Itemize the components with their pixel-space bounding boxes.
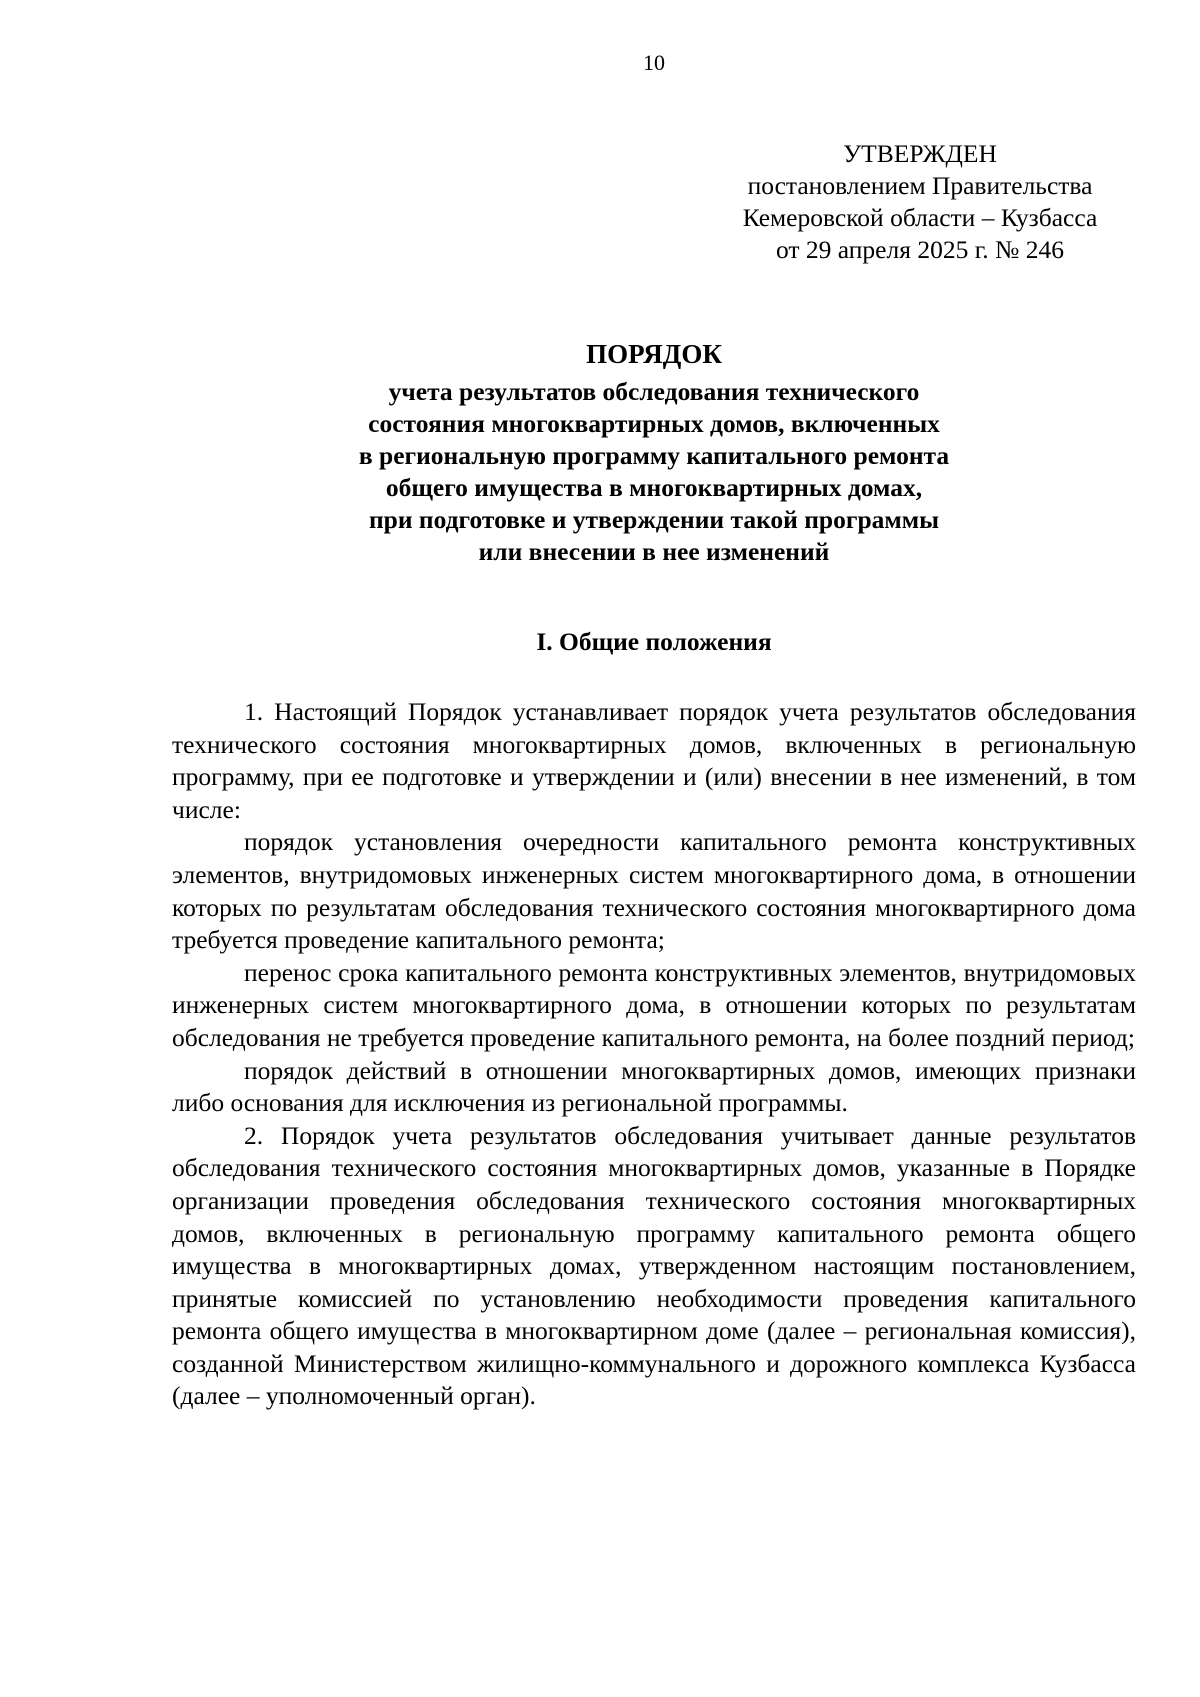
document-title: [0, 334, 1200, 568]
paragraph-item-queue: порядок установления очередности капитального ремонта конструктивных элементов, внутридомовых инженерных систем многоквартирного дома, в отношении которых по результатам обследования технического состояния многоквартирного дома требуется проведение капитального ремонта;: [172, 827, 1136, 955]
document-title-line: при подготовке и утверждении такой программы: [368, 505, 940, 534]
document-title-line: или внесении в нее изменений: [478, 537, 830, 566]
approval-region: Кемеровской области – Кузбасса: [742, 203, 1098, 232]
document-title-line: общего имущества в многоквартирных домах,: [385, 473, 923, 502]
paragraph-2: 2. Порядок учета результатов обследования учитывает данные результатов обследования технического состояния многоквартирных домов, указанные в Порядке организации проведения обследования технического состояния многоквартирных домов, включенных в региональную программу капитального ремонта общего имущества в многоквартирных домах, утвержденном настоящим постановлением, принятые комиссией по установлению необходимости проведения капитального ремонта общего имущества в многоквартирном доме (далее – региональная комиссия), созданной Министерством жилищно-коммунального и дорожного комплекса Кузбасса (далее – уполномоченный орган).: [172, 1120, 1136, 1411]
page-number: 10: [643, 50, 665, 75]
section-body: [172, 696, 1136, 1413]
approval-date-number: от 29 апреля 2025 г. № 246: [776, 235, 1064, 264]
paragraph-1: 1. Настоящий Порядок устанавливает порядок учета результатов обследования технического состояния многоквартирных домов, включенных в региональную программу, при ее подготовке и утверждении и (или) внесении в нее изменений, в том числе:: [172, 697, 1136, 824]
section-heading: I. Общие положения: [536, 627, 772, 656]
document-title-line: учета результатов обследования технического: [388, 377, 920, 406]
document-title-main: ПОРЯДОК: [586, 339, 722, 369]
approval-status: УТВЕРЖДЕН: [843, 139, 997, 168]
paragraph-item-postpone: перенос срока капитального ремонта конструктивных элементов, внутридомовых инженерных систем многоквартирного дома, в отношении которых по результатам обследования не требуется проведение капитального ремонта, на более поздний период;: [172, 957, 1136, 1052]
document-title-line: состояния многоквартирных домов, включенных: [368, 409, 940, 438]
approval-issuer: постановлением Правительства: [747, 171, 1093, 200]
paragraph-item-exclusion: порядок действий в отношении многоквартирных домов, имеющих признаки либо основания для исключения из региональной программы.: [172, 1055, 1136, 1118]
approval-stamp-block: [690, 138, 1150, 266]
document-title-line: в региональную программу капитального ремонта: [358, 441, 950, 470]
